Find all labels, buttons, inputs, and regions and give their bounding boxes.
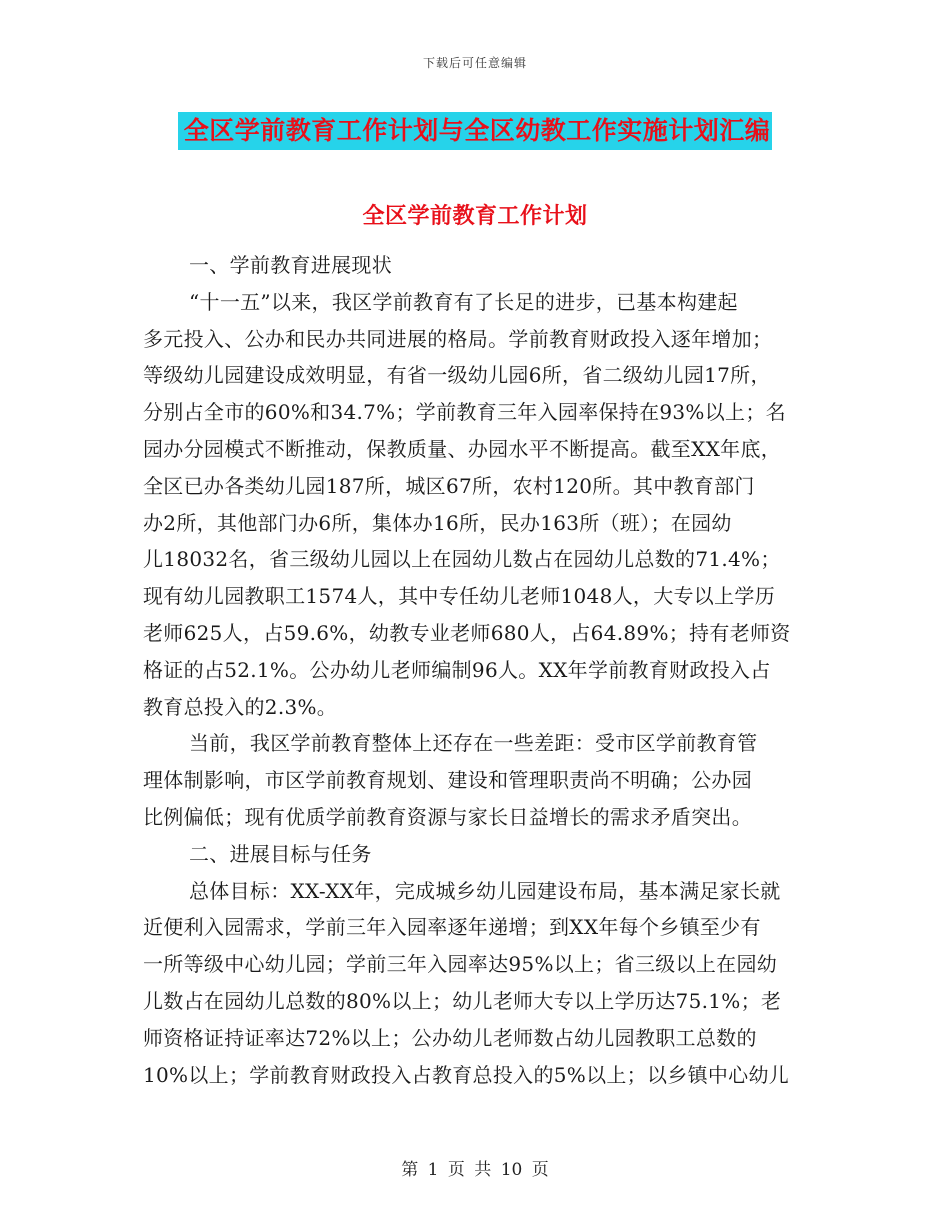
paragraph-line: 办2所，其他部门办6所，集体办16所，民办163所（班）；在园幼 bbox=[143, 510, 732, 535]
heading-line: 二、进展目标与任务 bbox=[189, 841, 372, 866]
paragraph-line: 一所等级中心幼儿园；学前三年入园率达95%以上；省三级以上在园幼 bbox=[143, 952, 778, 977]
paragraph-line: 理体制影响，市区学前教育规划、建设和管理职责尚不明确；公办园 bbox=[143, 768, 752, 793]
paragraph-line: 等级幼儿园建设成效明显，有省一级幼儿园6所，省二级幼儿园17所， bbox=[143, 363, 771, 388]
paragraph-line: 多元投入、公办和民办共同进展的格局。学前教育财政投入逐年增加； bbox=[143, 326, 773, 351]
paragraph-line: 园办分园模式不断推动，保教质量、办园水平不断提高。截至XX年底， bbox=[143, 436, 782, 461]
paragraph-line: 儿18032名，省三级幼儿园以上在园幼儿数占在园幼儿总数的71.4%； bbox=[143, 547, 781, 572]
paragraph-line: 教育总投入的2.3%。 bbox=[143, 694, 338, 719]
document-body bbox=[143, 247, 818, 1093]
page-number: 第 1 页 共 10 页 bbox=[401, 1160, 549, 1180]
paragraph-line: 格证的占52.1%。公办幼儿老师编制96人。XX年学前教育财政投入占 bbox=[143, 657, 771, 682]
paragraph-line: 师资格证持证率达72%以上；公办幼儿老师数占幼儿园教职工总数的 bbox=[143, 1025, 757, 1050]
paragraph-line: 近便利入园需求，学前三年入园率逐年递增；到XX年每个乡镇至少有 bbox=[143, 915, 761, 940]
paragraph-line: 总体目标：XX-XX年，完成城乡幼儿园建设布局，基本满足家长就 bbox=[189, 878, 781, 903]
paragraph-line: 当前，我区学前教育整体上还存在一些差距：受市区学前教育管 bbox=[189, 731, 758, 756]
page-header-note: 下载后可任意编辑 bbox=[422, 56, 527, 70]
section-title: 全区学前教育工作计划 bbox=[362, 203, 588, 229]
paragraph-line: 10%以上；学前教育财政投入占教育总投入的5%以上；以乡镇中心幼儿 bbox=[143, 1062, 790, 1087]
paragraph-line: 比例偏低；现有优质学前教育资源与家长日益增长的需求矛盾突出。 bbox=[143, 804, 752, 829]
paragraph-line: 现有幼儿园教职工1574人，其中专任幼儿老师1048人，大专以上学历 bbox=[143, 584, 775, 609]
paragraph-line: 分别占全市的60%和34.7%；学前教育三年入园率保持在93%以上；名 bbox=[143, 400, 786, 425]
paragraph-line: “十一五”以来，我区学前教育有了长足的进步，已基本构建起 bbox=[189, 289, 738, 314]
paragraph-line: 全区已办各类幼儿园187所，城区67所，农村120所。其中教育部门 bbox=[143, 473, 755, 498]
main-title-container bbox=[0, 112, 950, 150]
main-title: 全区学前教育工作计划与全区幼教工作实施计划汇编 bbox=[178, 112, 773, 150]
heading-line: 一、学前教育进展现状 bbox=[189, 253, 392, 277]
paragraph-line: 儿数占在园幼儿总数的80%以上；幼儿老师大专以上学历达75.1%；老 bbox=[143, 988, 782, 1013]
paragraph-line: 老师625人，占59.6%，幼教专业老师680人，占64.89%；持有老师资 bbox=[143, 620, 791, 645]
